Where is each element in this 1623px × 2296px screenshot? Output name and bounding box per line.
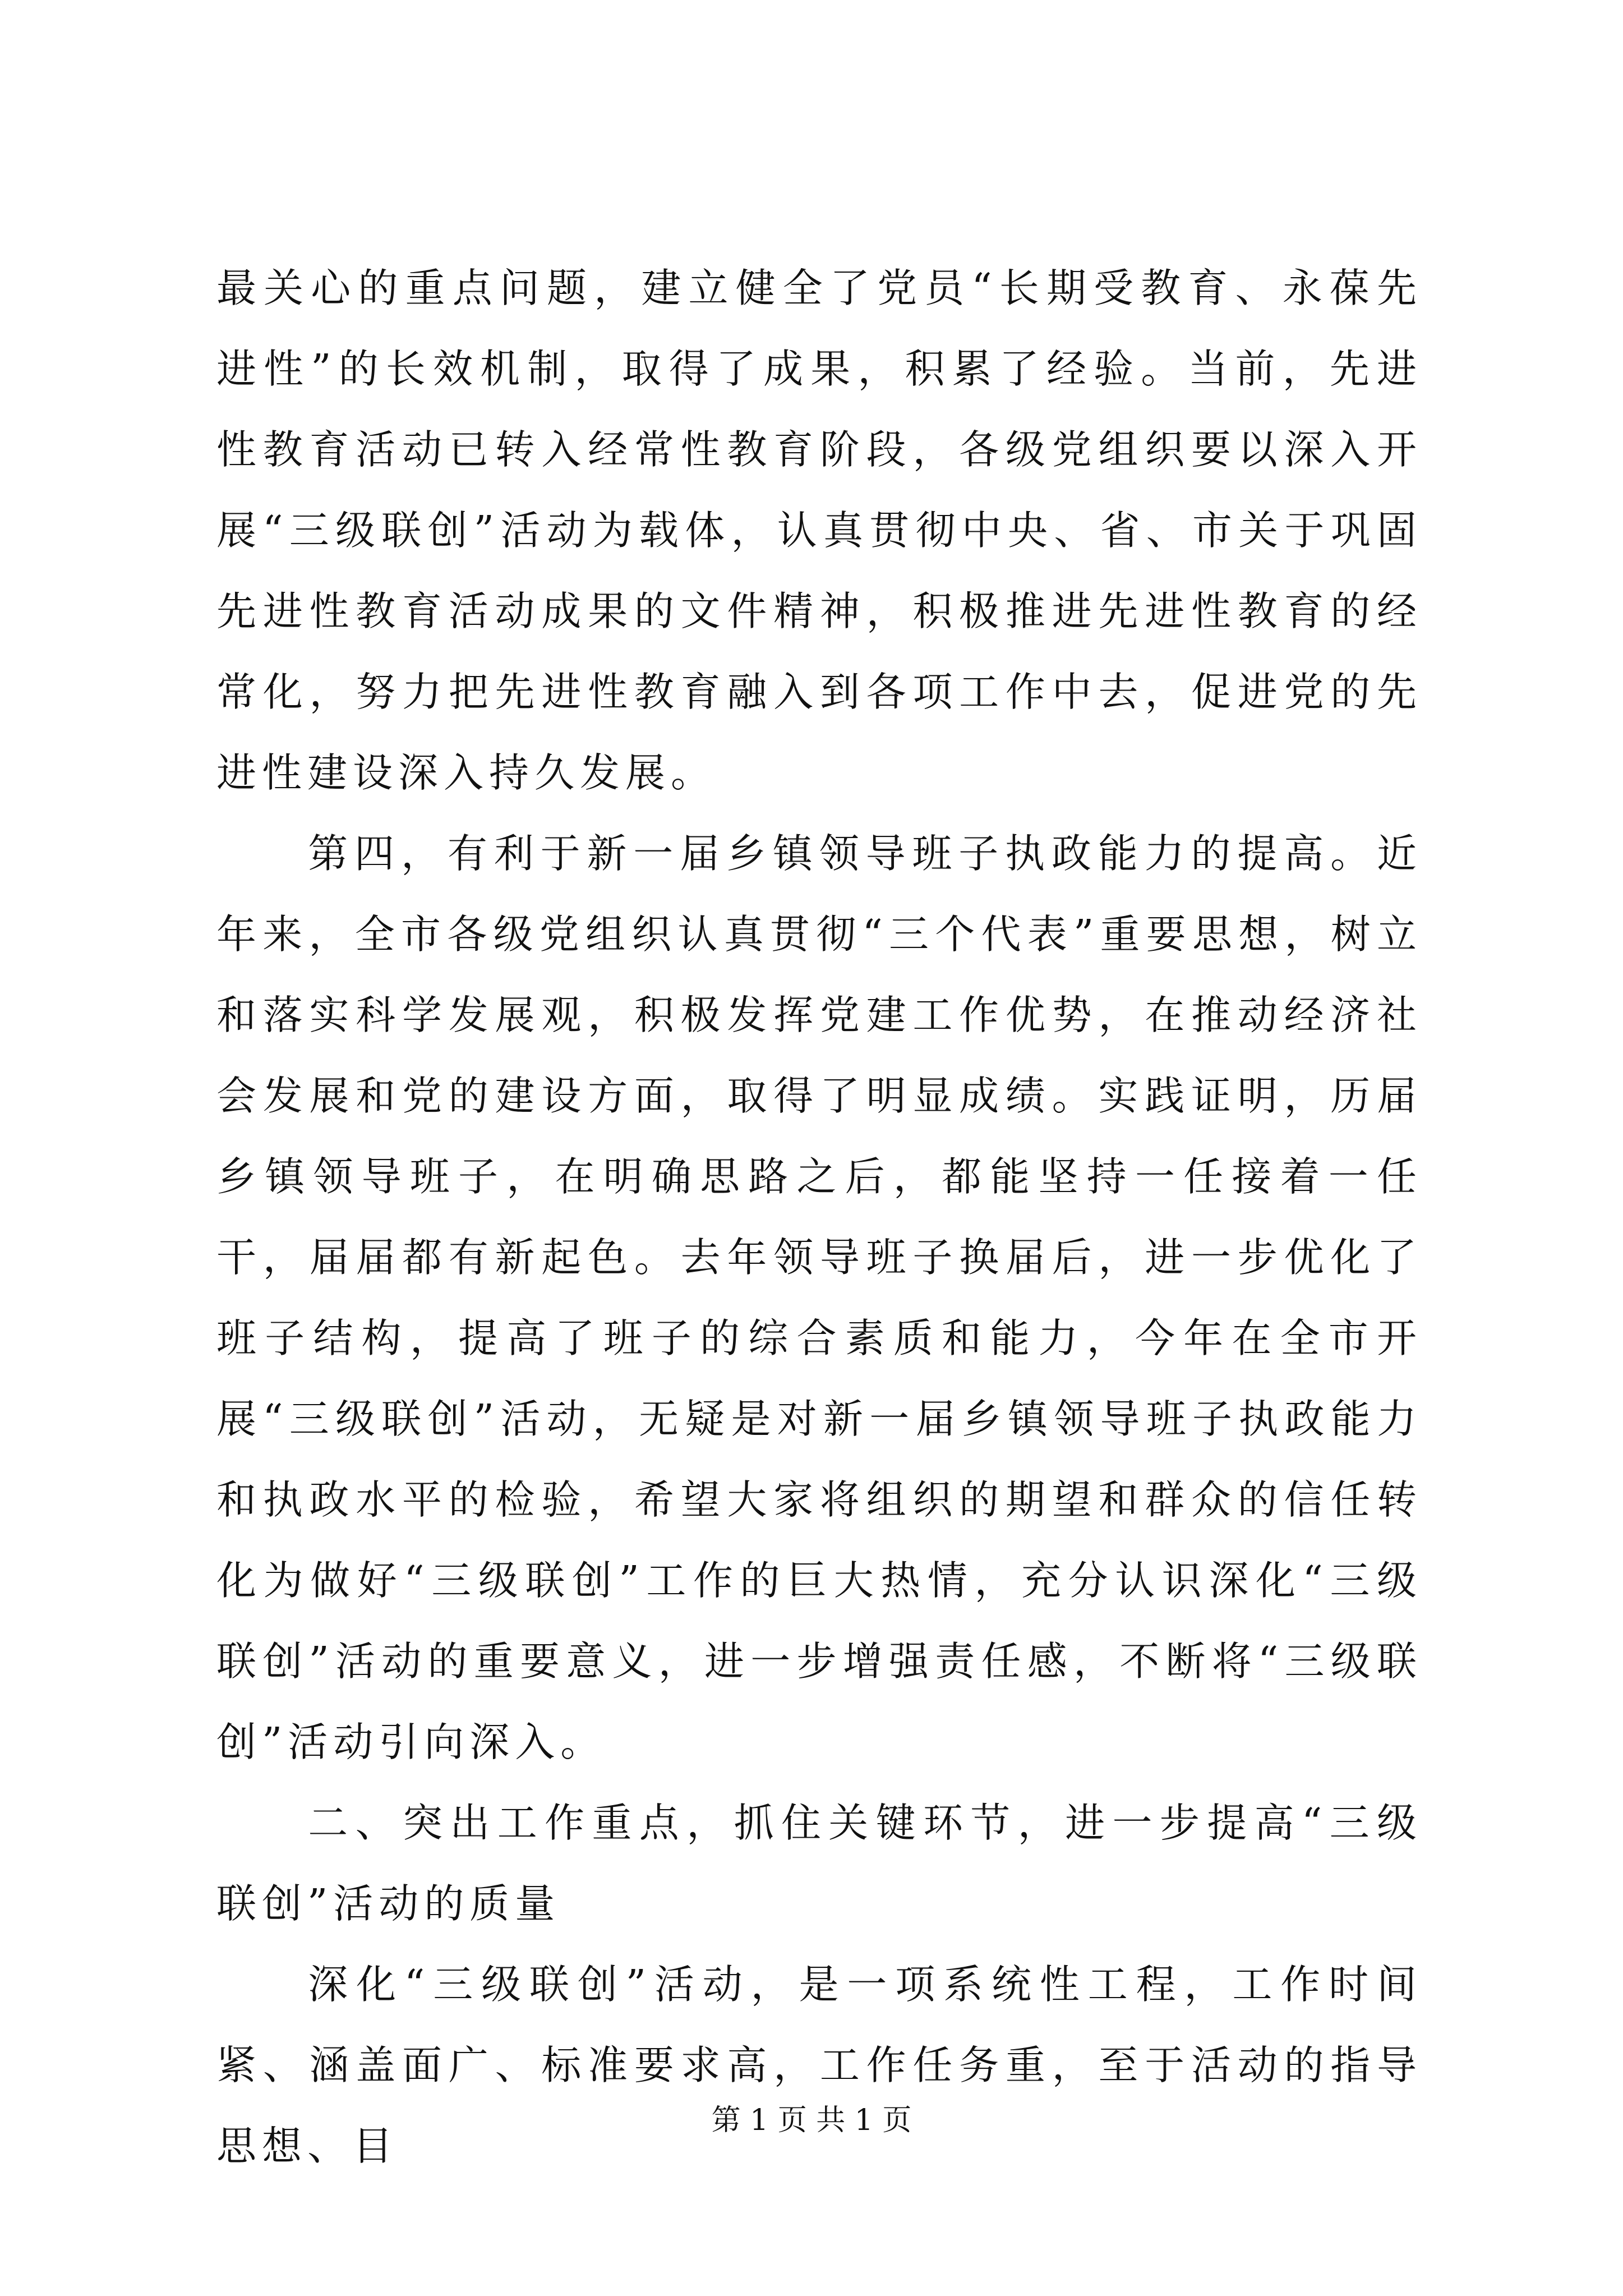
section-heading: 二、突出工作重点，抓住关键环节，进一步提高“三级联创”活动的质量 xyxy=(216,1800,1422,1927)
paragraph-continuation: 最关心的重点问题，建立健全了党员“长期受教育、永葆先进性”的长效机制，取得了成果，积累了经验。当前，先进性教育活动已转入经常性教育阶段，各级党组织要以深入开展“三级联创”活动为载体，认真贯彻中央、省、市关于巩固先进性教育活动成果的文件精神，积极推进先进性教育的经常化，努力把先进性教育融入到各项工作中去，促进党的先进性建设深入持久发展。 xyxy=(216,265,1422,796)
paragraph-section-two: 深化“三级联创”活动，是一项系统性工程，工作时间紧、涵盖面广、标准要求高，工作任务重，至于活动的指导思想、目 xyxy=(216,1961,1422,2169)
document-body xyxy=(216,248,1422,2187)
page-footer: 第 1 页 共 1 页 xyxy=(711,2104,912,2137)
paragraph-point-four: 第四，有利于新一届乡镇领导班子执政能力的提高。近年来，全市各级党组织认真贯彻“三个代表”重要思想，树立和落实科学发展观，积极发挥党建工作优势，在推动经济社会发展和党的建设方面，取得了明显成绩。实践证明，历届乡镇领导班子，在明确思路之后，都能坚持一任接着一任干，届届都有新起色。去年领导班子换届后，进一步优化了班子结构，提高了班子的综合素质和能力，今年在全市开展“三级联创”活动，无疑是对新一届乡镇领导班子执政能力和执政水平的检验，希望大家将组织的期望和群众的信任转化为做好“三级联创”工作的巨大热情，充分认识深化“三级联创”活动的重要意义，进一步增强责任感，不断将“三级联创”活动引向深入。 xyxy=(216,830,1422,1765)
